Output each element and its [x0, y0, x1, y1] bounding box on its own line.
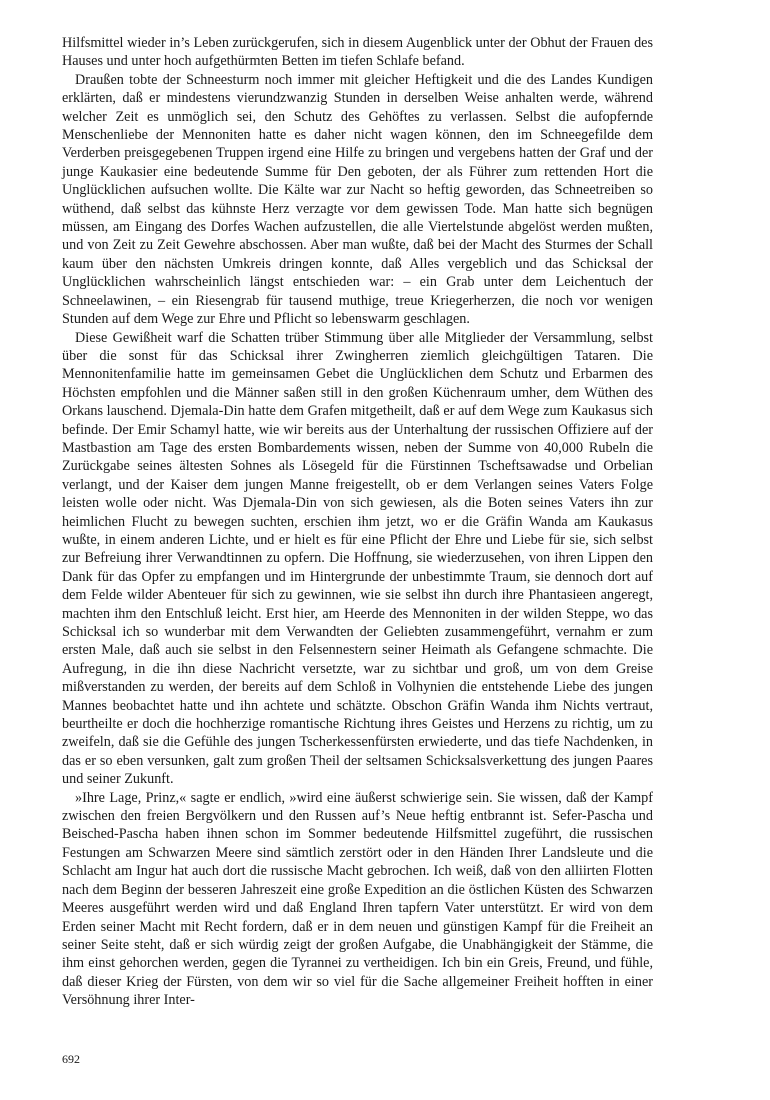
page-number: 692	[62, 1052, 80, 1066]
paragraph-3: Diese Gewißheit warf die Schatten trüber Stimmung über alle Mitglieder der Versammlung, selbst über die sonst für das Schicksal ihrer Zwingherren ziemlich gleichgültigen Tataren. Die Mennonitenfamilie hatte im gemeinsamen Gebet die Unglücklichen dem Schutz und Erbarmen des Höchsten empfohlen und die Männer saßen still in den großen Küchenraum umher, dem Wüthen des Orkans lauschend. Djemala-Din hatte dem Grafen mitgetheilt, daß er auf dem Wege zum Kaukasus sich befinde. Der Emir Schamyl hatte, wie wir bereits aus der Unterhaltung der russischen Offiziere auf der Mastbastion am Tage des ersten Bombardements wissen, neben der Summe von 40,000 Rubeln die Zurückgabe seines ältesten Sohnes als Lösegeld für die Fürstinnen Tscheftsawadse und Orbelian verlangt, und der Kaiser dem jungen Manne freigestellt, ob er dem Verlangen seines Vaters Folge leisten wolle oder nicht. Was Djemala-Din von sich gewiesen, als die Boten seines Vaters ihn zur heimlichen Flucht zu bewegen suchten, erschien ihm jetzt, wo er die Gräfin Wanda am Kaukasus wußte, in einem anderen Lichte, und er hielt es für eine Pflicht der Ehre und Liebe für sie, sich selbst zur Befreiung ihrer Verwandtinnen zu opfern. Die Hoffnung, sie wiederzusehen, von ihren Lippen den Dank für das Opfer zu empfangen und im Hintergrunde der unbestimmte Traum, sie dennoch dort auf dem Felde wilder Abenteuer für sich zu gewinnen, wie sie selbst ihn durch ihre Phantasieen angeregt, machten ihm den Entschluß leicht. Erst hier, am Heerde des Mennoniten in der wilden Steppe, wo das Schicksal ich so wunderbar mit dem Verwandten der Geliebten zusammengeführt, vernahm er zum ersten Male, daß auch sie selbst in den Felsennestern seiner Heimath als Gefangene schmachte. Die Aufregung, in die ihn diese Nachricht versetzte, war zu sichtbar und groß, um von dem Greise mißverstanden zu werden, der bereits auf dem Schloß in Volhynien die entstehende Liebe des jungen Mannes beobachtet hatte und ihn achtete und schätzte. Obschon Gräfin Wanda ihm Nichts vertraut, beurtheilte er doch die hochherzige romantische Richtung ihres Geistes und Herzens zu richtig, um zu zweifeln, daß sie die Gefühle des jungen Tscherkessenfürsten erwiederte, und das tiefe Nachdenken, in das er so eben versunken, galt zum großen Theil der seltsamen Schicksalsverkettung des jungen Paares und seiner Zukunft.	[62, 329, 653, 788]
paragraph-4: »Ihre Lage, Prinz,« sagte er endlich, »wird eine äußerst schwierige sein. Sie wissen, daß der Kampf zwischen den freien Bergvölkern und den Russen auf’s Neue heftig entbrannt ist. Sefer-Pascha und Beisched-Pascha haben ihnen schon im Sommer bedeutende Hilfsmittel zugeführt, die russischen Festungen am Schwarzen Meere sind sämtlich zerstört oder in den Händen Ihrer Landsleute und die Schlacht am Ingur hat auch dort die russische Macht gebrochen. Ich weiß, daß von den alliirten Flotten nach dem Beginn der besseren Jahreszeit eine große Expedition an die östlichen Küsten des Schwarzen Meeres ausgeführt werden wird und daß England Ihren tapfern Vater unterstützt. Er wird von dem Erden seiner Macht mit Recht fordern, daß er in dem neuen und günstigen Kampf für die Freiheit an seiner Seite steht, daß er sich würdig zeigt der großen Aufgabe, die Unabhängigkeit der Stämme, die ihm einst gehorchen werden, gegen die Tyrannei zu vertheidigen. Ich bin ein Greis, Freund, und fühle, daß dieser Krieg der Fürsten, von dem wir so viel für die Sache allgemeiner Freiheit hofften in einer Versöhnung ihrer Inter-	[62, 789, 653, 1009]
paragraph-1: Hilfsmittel wieder in’s Leben zurückgerufen, sich in diesem Augenblick unter der Obhut der Frauen des Hauses und unter hoch aufgethürmten Betten im tiefen Schlafe befand.	[62, 35, 653, 70]
paragraph-2: Draußen tobte der Schneesturm noch immer mit gleicher Heftigkeit und die des Landes Kundigen erklärten, daß er mindestens vierundzwanzig Stunden in derselben Weise anhalten werde, während welcher Zeit es unmöglich sei, den Schutz des Gehöftes zu verlassen. Selbst die aufopfernde Menschenliebe der Mennoniten hatte es daher nicht wagen können, den im Schneegefilde dem Verderben preisgegebenen Truppen irgend eine Hilfe zu bringen und vergebens hatten der Graf und der junge Kaukasier eine bedeutende Summe für Den geboten, der als Führer zum rettenden Hort die Unglücklichen aufsuchen wollte. Die Kälte war zur Nacht so heftig geworden, das Schneetreiben so wüthend, daß selbst das kühnste Herz verzagte vor dem gewissen Tode. Man hatte sich begnügen müssen, am Eingang des Dorfes Wachen aufzustellen, die alle Viertelstunde abgelöst werden mußten, und von Zeit zu Zeit Gewehre abschossen. Aber man wußte, daß bei der Macht des Sturmes der Schall kaum über den nächsten Umkreis dringen konnte, daß Alles vergeblich und das Schicksal der Unglücklichen wahrscheinlich längst entschieden war: – ein Grab unter dem Leichentuch der Schneelawinen, – ein Riesengrab für tausend muthige, treue Kriegerherzen, die noch vor wenigen Stunden auf dem Wege zur Ehre und Pflicht so lebenswarm geschlagen.	[62, 71, 653, 328]
page-body	[62, 34, 653, 1010]
